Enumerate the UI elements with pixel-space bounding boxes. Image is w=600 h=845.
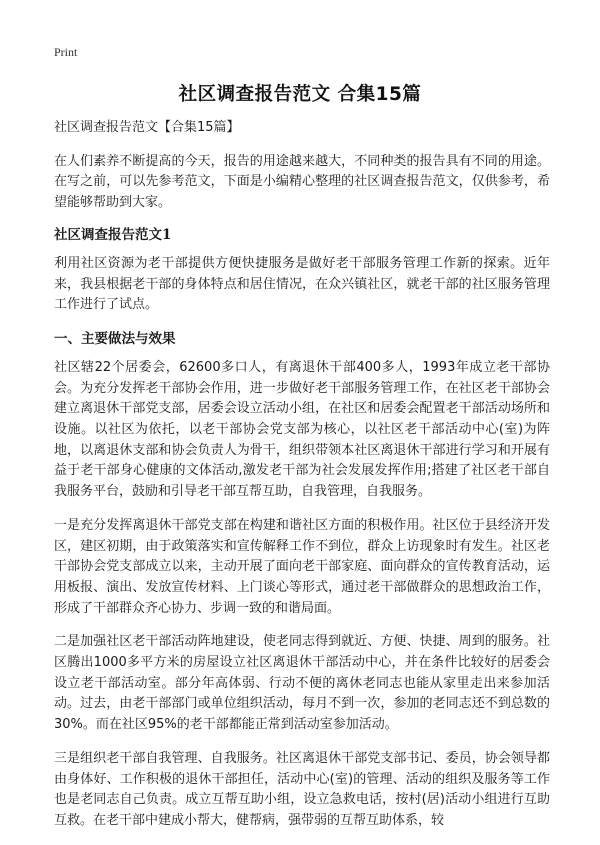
body-paragraph: 一是充分发挥离退休干部党支部在构建和谐社区方面的积极作用。社区位于县经济开发区，建区初期，由于政策落实和宣传解释工作不到位，群众上访现象时有发生。社区老干部协会党支部成立以来，主动开展了面向老干部家庭、面向群众的宣传教育活动，运用板报、演出、发放宣传材料、上门谈心等形式，通过老干部做群众的思想政治工作，形成了干部群众齐心协力、步调一致的和谐局面。 xyxy=(54,517,550,616)
intro-paragraph: 在人们素养不断提高的今天，报告的用途越来越大，不同种类的报告具有不同的用途。在写之前，可以先参考范文，下面是小编精心整理的社区调查报告范文，仅供参考，希望能够帮助到大家。 xyxy=(54,153,550,211)
subsection-heading: 一、主要做法与效果 xyxy=(54,330,176,347)
article-body xyxy=(54,118,550,845)
body-paragraph: 二是加强社区老干部活动阵地建设，使老同志得到就近、方便、快捷、周到的服务。社区腾出1000多平方米的房屋设立社区离退休干部活动中心，并在条件比较好的居委会设立老干部活动室。部分年高体弱、行动不便的离休老同志也能从家里走出来参加活动。过去，由老干部部门或单位组织活动，每月不到一次，参加的老同志还不到总数的30%。而在社区95%的老干部都能正常到活动室参加活动。 xyxy=(54,634,550,733)
article-subtitle: 社区调查报告范文【合集15篇】 xyxy=(54,120,240,135)
print-label[interactable]: Print xyxy=(54,45,78,59)
body-paragraph: 社区辖22个居委会，62600多口人，有离退休干部400多人，1993年成立老干部协会。为充分发挥老干部协会作用，进一步做好老干部服务管理工作，在社区老干部协会建立离退休干部党支部，居委会设立活动小组，在社区和居委会配置老干部活动场所和设施。以社区为依托，以老干部协会党支部为核心，以社区老干部活动中心(室)为阵地，以离退休支部和协会负责人为骨干，组织带领本社区离退休干部进行学习和开展有益于老干部身心健康的文体活动,激发老干部为社会发展发挥作用;搭建了社区老干部自我服务平台，鼓励和引导老干部互帮互助，自我管理，自我服务。 xyxy=(54,359,550,500)
body-paragraph: 三是组织老干部自我管理、自我服务。社区离退休干部党支部书记、委员，协会领导都由身体好、工作积极的退休干部担任，活动中心(室)的管理、活动的组织及服务等工作也是老同志自己负责。成立互帮互助小组，设立急救电话，按村(居)活动小组进行互助互救。在老干部中建成小帮大，健帮病，强带弱的互帮互助体系，较 xyxy=(54,750,550,828)
document-title: 社区调查报告范文 合集15篇 xyxy=(178,84,422,105)
section-heading: 社区调查报告范文1 xyxy=(54,226,172,243)
section-intro-paragraph: 利用社区资源为老干部提供方便快捷服务是做好老干部服务管理工作新的探索。近年来，我县根据老干部的身体特点和居住情况，在众兴镇社区，就老干部的社区服务管理工作进行了试点。 xyxy=(54,255,550,313)
